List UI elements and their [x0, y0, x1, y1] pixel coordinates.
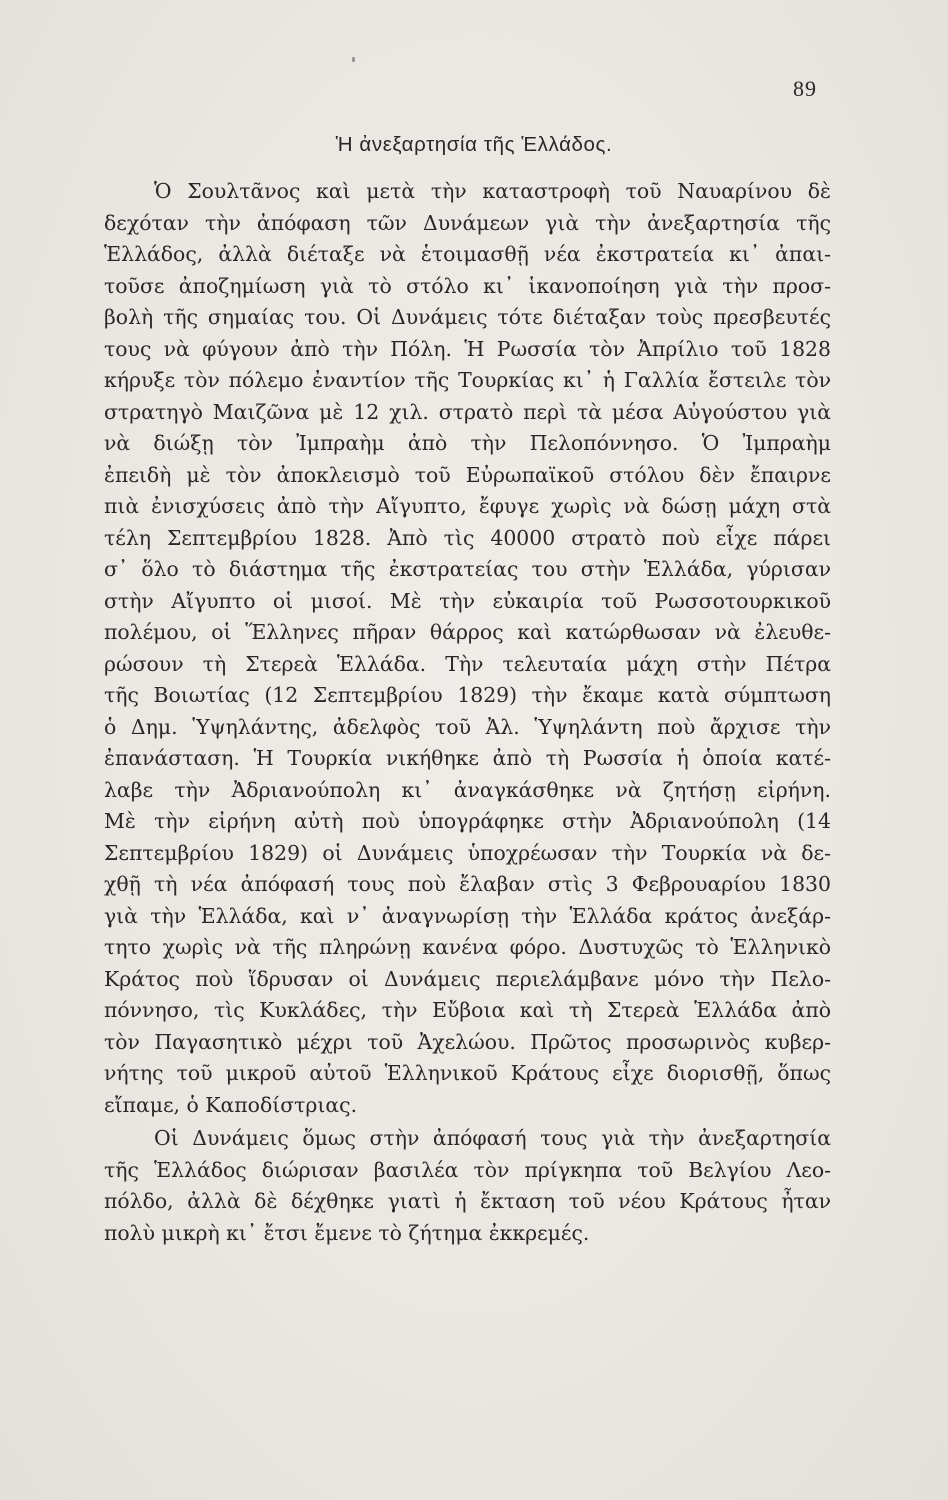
page-number: 89: [793, 76, 817, 101]
text-line: στὴν Αἴγυπτο οἱ μισοί. Μὲ τὴν εὐκαιρία τοῦ Ρωσσοτουρκικοῦ: [104, 588, 831, 613]
text-line: πόλδο, ἀλλὰ δὲ δέχθηκε γιατὶ ἡ ἔκταση τοῦ νέου Κράτους ἦταν: [104, 1189, 831, 1213]
text-line: τους νὰ φύγουν ἀπὸ τὴν Πόλη. Ἡ Ρωσσία τὸν Ἀπρίλιο τοῦ 1828: [104, 336, 831, 361]
text-line: δεχόταν τὴν ἀπόφαση τῶν Δυνάμεων γιὰ τὴν ἀνεξαρτησία τῆς: [104, 210, 831, 235]
text-line: εἴπαμε, ὁ Καποδίστριας.: [104, 1092, 358, 1117]
text-line: τῆς Βοιωτίας (12 Σεπτεμβρίου 1829) τὴν ἔκαμε κατὰ σύμπτωση: [104, 683, 831, 707]
text-line: βολὴ τῆς σημαίας του. Οἱ Δυνάμεις τότε διέταξαν τοὺς πρεσβευτές: [104, 305, 831, 329]
text-line: πιὰ ἐνισχύσεις ἀπὸ τὴν Αἴγυπτο, ἔφυγε χωρὶς νὰ δώσῃ μάχη στὰ: [104, 494, 831, 518]
text-line: νὰ διώξῃ τὸν Ἰμπραὴμ ἀπὸ τὴν Πελοπόννησο. Ὁ Ἰμπραὴμ: [104, 431, 831, 455]
text-line: τῆς Ἑλλάδος διώρισαν βασιλέα τὸν πρίγκηπα τοῦ Βελγίου Λεο-: [104, 1157, 831, 1182]
text-line: χθῇ τὴ νέα ἀπόφασή τους ποὺ ἔλαβαν στὶς 3 Φεβρουαρίου 1830: [104, 872, 831, 896]
paragraph-1: [104, 176, 831, 1121]
text-line: πολέμου, οἱ Ἕλληνες πῆραν θάρρος καὶ κατώρθωσαν νὰ ἐλευθε-: [104, 620, 831, 644]
paper-speck: [352, 57, 355, 62]
text-line: Ὁ Σουλτᾶνος καὶ μετὰ τὴν καταστροφὴ τοῦ Ναυαρίνου δὲ: [154, 179, 831, 203]
text-line: Ἑλλάδος, ἀλλὰ διέταξε νὰ ἑτοιμασθῇ νέα ἐκστρατεία κι᾿ ἀπαι-: [104, 242, 831, 266]
text-line: γιὰ τὴν Ἑλλάδα, καὶ ν᾿ ἀναγνωρίσῃ τὴν Ἑλλάδα κράτος ἀνεξάρ-: [104, 903, 831, 928]
text-line: τὸν Παγασητικὸ μέχρι τοῦ Ἀχελώου. Πρῶτος προσωρινὸς κυβερ-: [104, 1029, 831, 1054]
text-line: τητο χωρὶς νὰ τῆς πληρώνῃ κανένα φόρο. Δυστυχῶς τὸ Ἑλληνικὸ: [104, 935, 831, 959]
text-line: Κράτος ποὺ ἵδρυσαν οἱ Δυνάμεις περιελάμβανε μόνο τὴν Πελο-: [104, 966, 831, 991]
text-line: τοῦσε ἀποζημίωση γιὰ τὸ στόλο κι᾿ ἱκανοποίηση γιὰ τὴν προσ-: [104, 273, 831, 298]
text-line: λαβε τὴν Ἀδριανούπολη κι᾿ ἀναγκάσθηκε νὰ ζητήσῃ εἰρήνη.: [104, 777, 831, 802]
text-line: τέλη Σεπτεμβρίου 1828. Ἀπὸ τὶς 40000 στρατὸ ποὺ εἶχε πάρει: [104, 525, 831, 550]
text-line: Μὲ τὴν εἰρήνη αὐτὴ ποὺ ὑπογράφηκε στὴν Ἀδριανούπολη (14: [104, 809, 831, 833]
section-heading: Ἡ ἀνεξαρτησία τῆς Ἑλλάδος.: [335, 133, 613, 156]
text-line: στρατηγὸ Μαιζῶνα μὲ 12 χιλ. στρατὸ περὶ τὰ μέσα Αὐγούστου γιὰ: [104, 399, 831, 424]
body-text: [104, 176, 831, 1249]
text-line: πόννησο, τὶς Κυκλάδες, τὴν Εὔβοια καὶ τὴ Στερεὰ Ἑλλάδα ἀπὸ: [104, 998, 831, 1022]
text-line: Σεπτεμβρίου 1829) οἱ Δυνάμεις ὑποχρέωσαν τὴν Τουρκία νὰ δε-: [104, 840, 831, 865]
text-line: σ᾿ ὅλο τὸ διάστημα τῆς ἐκστρατείας του στὴν Ἑλλάδα, γύρισαν: [104, 557, 831, 581]
text-line: ἐπανάσταση. Ἡ Τουρκία νικήθηκε ἀπὸ τὴ Ρωσσία ἡ ὁποία κατέ-: [104, 746, 831, 770]
text-line: ὁ Δημ. Ὑψηλάντης, ἀδελφὸς τοῦ Ἀλ. Ὑψηλάντη ποὺ ἄρχισε τὴν: [104, 714, 831, 739]
text-line: νήτης τοῦ μικροῦ αὐτοῦ Ἑλληνικοῦ Κράτους εἶχε διορισθῇ, ὅπως: [104, 1061, 831, 1085]
text-line: ἐπειδὴ μὲ τὸν ἀποκλεισμὸ τοῦ Εὐρωπαϊκοῦ στόλου δὲν ἔπαιρνε: [104, 462, 831, 487]
text-line: Οἱ Δυνάμεις ὅμως στὴν ἀπόφασή τους γιὰ τὴν ἀνεξαρτησία: [154, 1126, 831, 1150]
text-line: πολὺ μικρὴ κι᾿ ἔτσι ἔμενε τὸ ζήτημα ἐκκρεμές.: [104, 1220, 590, 1245]
text-line: ρώσουν τὴ Στερεὰ Ἑλλάδα. Τὴν τελευταία μάχη στὴν Πέτρα: [104, 651, 831, 676]
paragraph-2: [104, 1123, 831, 1249]
text-line: κήρυξε τὸν πόλεμο ἐναντίον τῆς Τουρκίας κι᾿ ἡ Γαλλία ἔστειλε τὸν: [104, 368, 831, 392]
